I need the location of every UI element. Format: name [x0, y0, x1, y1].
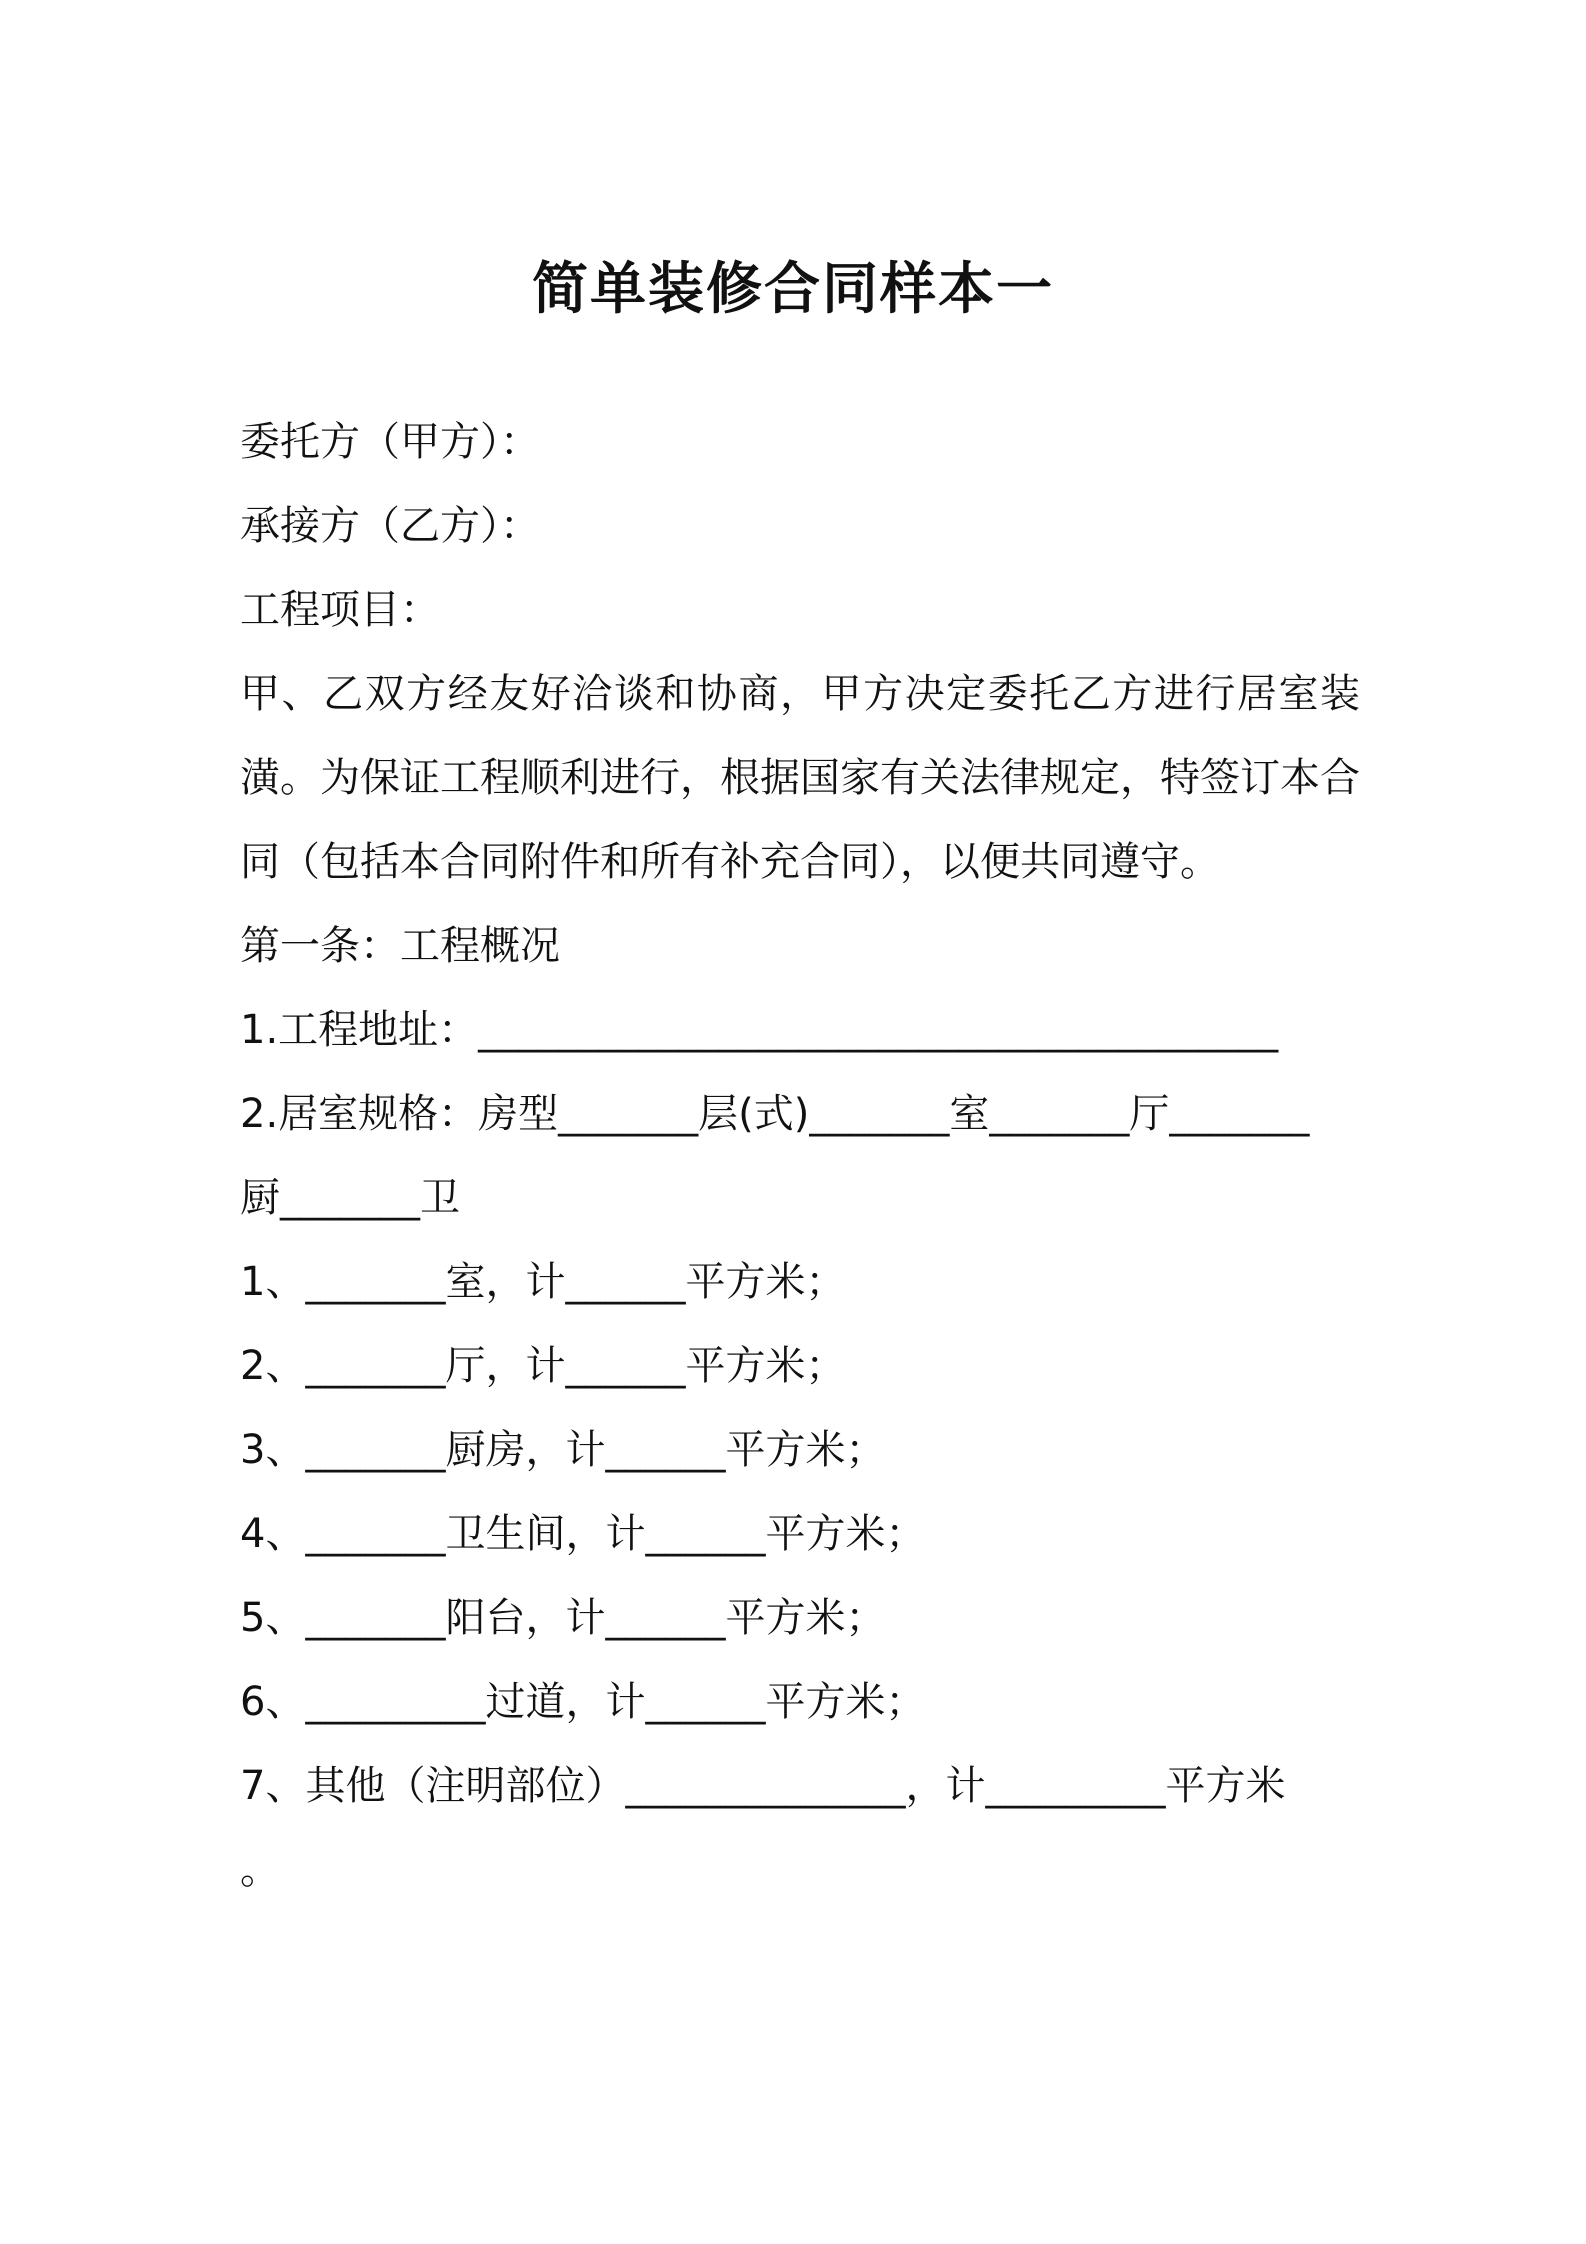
article-one-heading: 第一条：工程概况	[240, 923, 560, 969]
room-item-5: 5、_______阳台，计______平方米；	[240, 1595, 886, 1641]
room-item-6: 6、_________过道，计______平方米；	[240, 1679, 926, 1725]
room-item-4: 4、_______卫生间，计______平方米；	[240, 1511, 926, 1557]
room-spec-line: 2.居室规格：房型_______层(式)_______室_______厅_______	[240, 1091, 1310, 1137]
document-title: 简单装修合同样本一	[532, 257, 1054, 322]
room-item-7: 7、其他（注明部位）______________，计_________平方米	[240, 1763, 1286, 1809]
room-item-7-end: 。	[240, 1847, 280, 1893]
document-body	[240, 400, 1360, 1912]
party-b-line: 承接方（乙方）：	[240, 503, 540, 549]
room-item-1: 1、_______室，计______平方米；	[240, 1259, 846, 1305]
intro-paragraph: 甲、乙双方经友好洽谈和协商，甲方决定委托乙方进行居室装潢。为保证工程顺利进行，根据国家有关法律规定，特签订本合同（包括本合同附件和所有补充合同），以便共同遵守。	[240, 671, 1360, 885]
party-a-line: 委托方（甲方）：	[240, 419, 540, 465]
address-line: 1.工程地址：________________________________________	[240, 1007, 1279, 1053]
project-line: 工程项目：	[240, 587, 440, 633]
room-spec-line-continued: 厨_______卫	[240, 1175, 460, 1221]
room-item-2: 2、_______厅，计______平方米；	[240, 1343, 846, 1389]
room-item-3: 3、_______厨房，计______平方米；	[240, 1427, 886, 1473]
